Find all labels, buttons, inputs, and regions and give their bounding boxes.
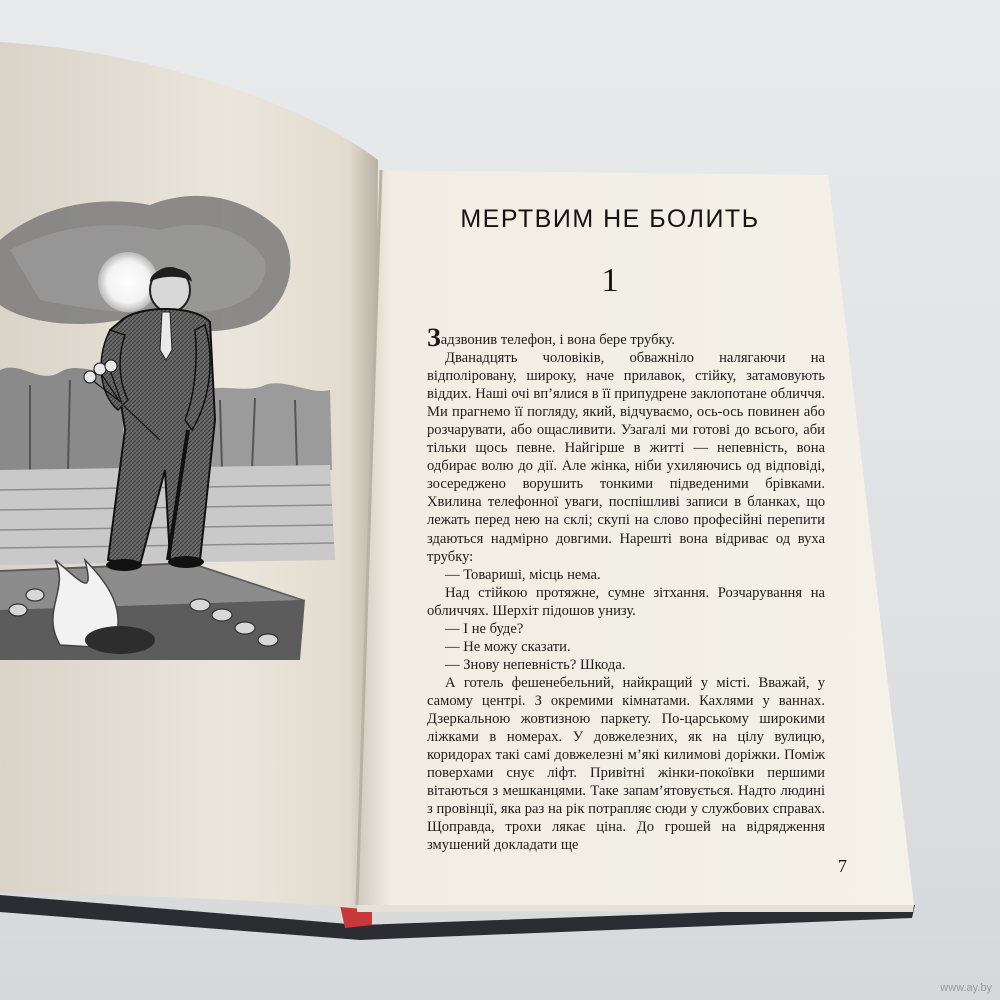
right-page xyxy=(357,170,914,905)
chapter-number: 1 xyxy=(601,262,619,299)
moon xyxy=(98,252,158,312)
paragraph: Дванадцять чоловіків, обважніло налягаючи на відполіровану, широку, наче прилавок, стійку, затамовують віддих. Наші очі вп’ялися в її припудрене заклопотане обличчя. Ми прагнемо її погляду, який, відчуваємо, ось-ось повинен або розчарувати, або ощасливити. Узагалі ми готові до всього, аби тільки щось певне. Найгірше в житті — непевність, вона одбирає волю до дії. Але жінка, ніби ухиляючись од відповіді, зосереджено ворушить тонкими підведеними брівками. Хвилина телефонної уваги, поспішливі записи в бланках, що лежать перед нею на склі; скупі на слово професійні перепити здаються надмірно довгими. Нарешті вона відриває од вуха трубку: xyxy=(427,350,825,565)
dropcap: З xyxy=(427,323,441,352)
paragraph: — Товариші, місць нема. xyxy=(445,566,601,583)
paragraph: А готель фешенебельний, найкращий у місті. Вважай, у самому центрі. З окремими кімнатами. Кахлями у ваннах. Дзеркальною жовтизною паркету. По-царському широкими ліжками в номерах. У довжелезних, як на цілу вулицю, коридорах такі самі довжелезні м’які килимові доріжки. Поміж поверхами снує ліфт. Привітні жінки-покоївки першими вітаються з мешканцями. Таке запам’ятовується. Надто людині з провінції, яка раз на рік потрапляє сюди у службових справах. Щоправда, трохи лякає ціна. До грошей на відрядження змушений докладати ще xyxy=(427,674,825,854)
paragraph: — Не можу сказати. xyxy=(445,638,571,655)
first-line-text: адзвонив телефон, і вона бере трубку. xyxy=(440,332,675,348)
paragraph: — І не буде? xyxy=(445,620,524,637)
chapter-title: МЕРТВИМ НЕ БОЛИТЬ xyxy=(460,205,760,233)
paragraph: Над стійкою протяжне, сумне зітхання. Розчарування на обличчях. Шерхіт підошов унизу. xyxy=(427,584,825,619)
paragraph: — Знову непевність? Шкода. xyxy=(445,656,626,673)
watermark: www.ay.by xyxy=(940,982,992,994)
page-number: 7 xyxy=(838,856,847,876)
